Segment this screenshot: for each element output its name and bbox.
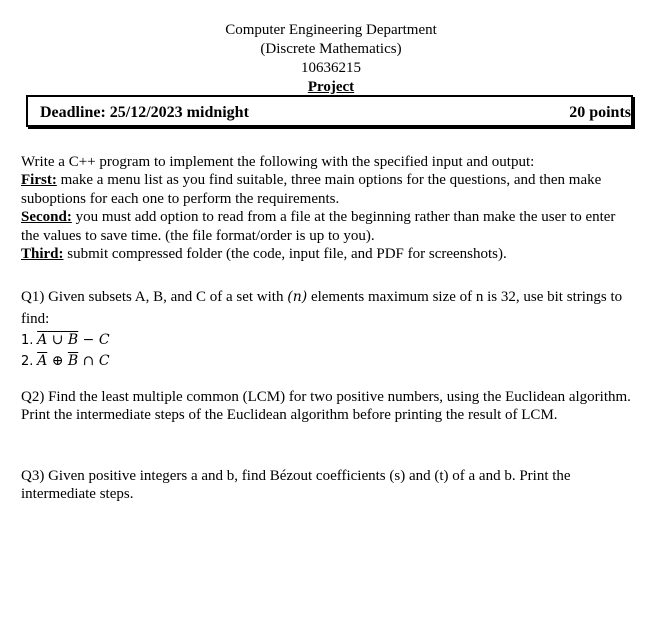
third-instruction (21, 245, 631, 263)
q1-item-1-union: ∪ (47, 332, 68, 348)
q1-text-before: Q1) Given subsets A, B, and C of a set with (21, 289, 288, 305)
q1-item-2-b-bar: $\overline{B}$ (67, 353, 79, 369)
course-name: (Discrete Mathematics) (260, 41, 402, 57)
q1-item-1-b: B (67, 332, 79, 348)
q1-item-2 (21, 351, 631, 372)
q1-item-1-overlined-a (37, 332, 78, 348)
q1-n-variable: (n) (287, 289, 308, 305)
q1-item-1-number: 1. (21, 333, 34, 348)
second-label: Second: (21, 209, 72, 226)
department-name: Computer Engineering Department (225, 22, 437, 38)
q1-item-1 (21, 330, 631, 351)
q1-item-2-number: 2. (21, 354, 34, 369)
q2-text: Q2) Find the least multiple common (LCM) for two positive numbers, using the Euclidean algorithm. Print the intermediate steps of the Euclidean algorithm before printing the result of LCM. (21, 389, 631, 424)
points-text: 20 points (569, 104, 631, 121)
first-label: First: (21, 172, 57, 189)
document-header (0, 21, 662, 97)
q1-prompt (21, 286, 631, 330)
q3-text: Q3) Given positive integers a and b, find Bézout coefficients (s) and (t) of a and b. Print the intermediate steps. (21, 468, 571, 503)
q1-item-2-a-bar: $\overline{A}$ (37, 353, 48, 369)
q1-item-2-intersect-c: ∩ C (78, 353, 110, 369)
question-2 (21, 388, 631, 425)
first-instruction (21, 171, 631, 208)
second-instruction (21, 208, 631, 245)
q1-text-after: elements maximum size of n is 32, use bit strings to find: (21, 289, 623, 327)
question-3 (21, 467, 631, 504)
question-1 (21, 286, 631, 372)
third-label: Third: (21, 246, 64, 263)
deadline-box (26, 95, 633, 127)
second-text: you must add option to read from a file at the beginning rather than make the user to enter the values to save time. (the file format/order is up to you). (21, 209, 616, 244)
q1-item-2-xor: ⊕ (47, 353, 68, 369)
q1-item-1-minus-c: − C (78, 332, 110, 348)
instructions-section (21, 153, 631, 263)
course-code: 10636215 (301, 60, 361, 76)
first-text: make a menu list as you find suitable, three main options for the questions, and then make suboptions for each one to perform the requirements. (21, 172, 602, 207)
q1-item-1-a: A (37, 332, 48, 348)
deadline-text: Deadline: 25/12/2023 midnight (40, 104, 249, 121)
document-title: Project (307, 79, 355, 95)
intro-paragraph: Write a C++ program to implement the following with the specified input and output: (21, 154, 535, 170)
third-text: submit compressed folder (the code, input file, and PDF for screenshots). (63, 246, 507, 263)
